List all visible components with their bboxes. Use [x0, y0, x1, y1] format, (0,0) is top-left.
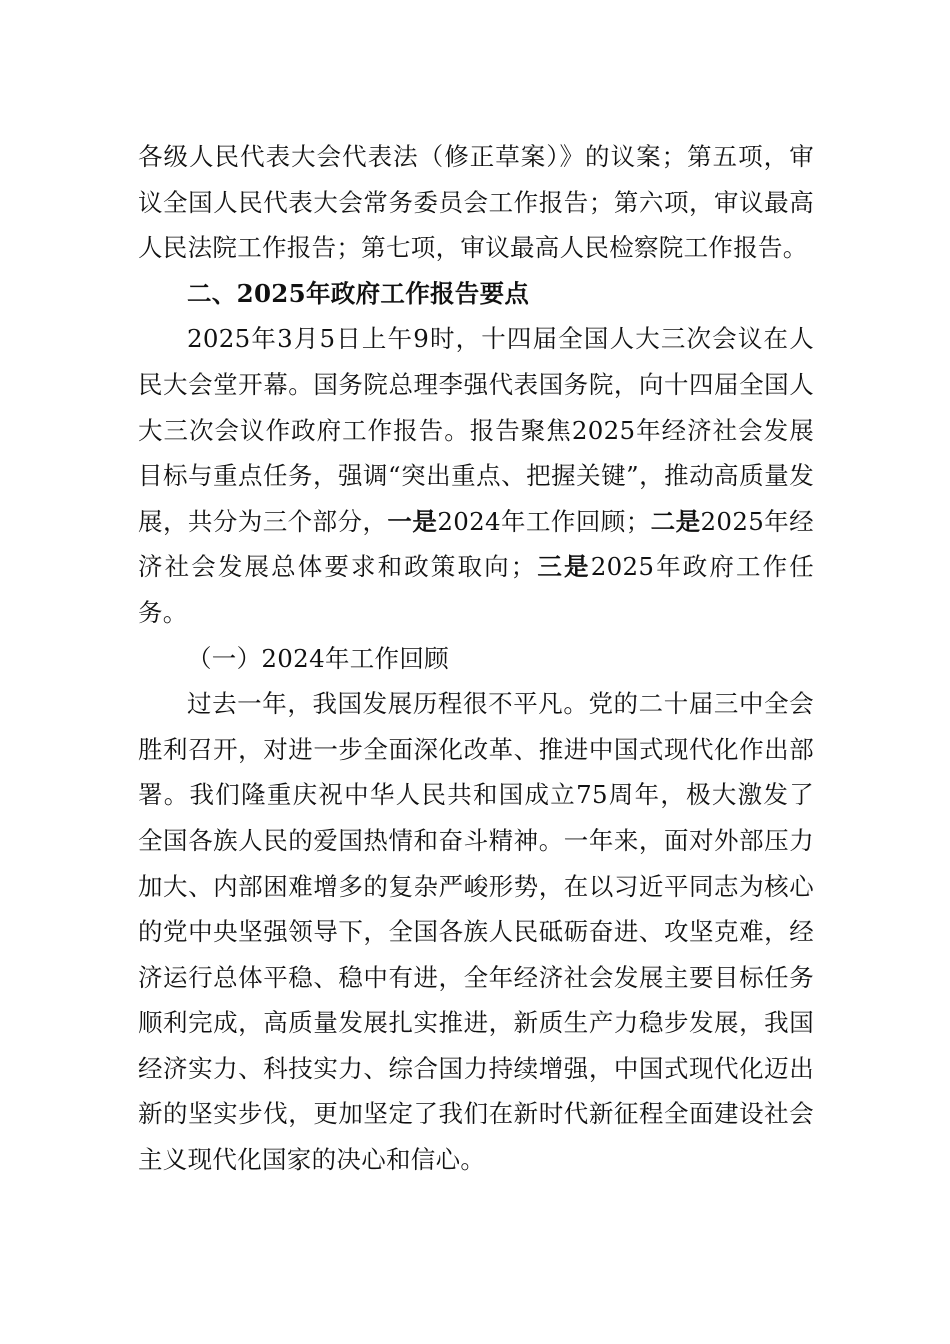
overview-bold-second: 二是 — [650, 506, 701, 536]
overview-text-b: 2024年工作回顾； — [437, 506, 651, 536]
overview-bold-third: 三是 — [535, 552, 591, 582]
subsection-heading-2024-review: （一）2024年工作回顾 — [187, 643, 449, 673]
section-heading-report-highlights: 二、2025年政府工作报告要点 — [187, 278, 530, 308]
overview-text-d: 2025年政府工作任务。 — [138, 552, 815, 627]
overview-text-a: 2025年3月5日上午9时，十四届全国人大三次会议在人民大会堂开幕。国务院总理李强代表国务院，向十四届全国人大三次会议作政府工作报告。报告聚焦2025年经济社会发展目标与重点任务，强调“突出重点、把握关键”，推动高质量发展，共分为三个部分， — [138, 324, 814, 536]
overview-bold-first: 一是 — [387, 506, 438, 536]
paragraph-agenda-continued: 各级人民代表大会代表法（修正草案）》的议案；第五项，审议全国人民代表大会常务委员会工作报告；第六项，审议最高人民法院工作报告；第七项，审议最高人民检察院工作报告。 — [138, 142, 814, 263]
paragraph-report-overview — [138, 316, 814, 635]
paragraph-2024-review: 过去一年，我国发展历程很不平凡。党的二十届三中全会胜利召开，对进一步全面深化改革、推进中国式现代化作出部署。我们隆重庆祝中华人民共和国成立75周年，极大激发了全国各族人民的爱国热情和奋斗精神。一年来，面对外部压力加大、内部困难增多的复杂严峻形势，在以习近平同志为核心的党中央坚强领导下，全国各族人民砥砺奋进、攻坚克难，经济运行总体平稳、稳中有进，全年经济社会发展主要目标任务顺利完成，高质量发展扎实推进，新质生产力稳步发展，我国经济实力、科技实力、综合国力持续增强，中国式现代化迈出新的坚实步伐，更加坚定了我们在新时代新征程全面建设社会主义现代化国家的决心和信心。 — [138, 689, 814, 1175]
overview-text-c: 2025年经济社会发展总体要求和政策取向； — [138, 506, 814, 582]
document-body — [138, 134, 814, 1183]
